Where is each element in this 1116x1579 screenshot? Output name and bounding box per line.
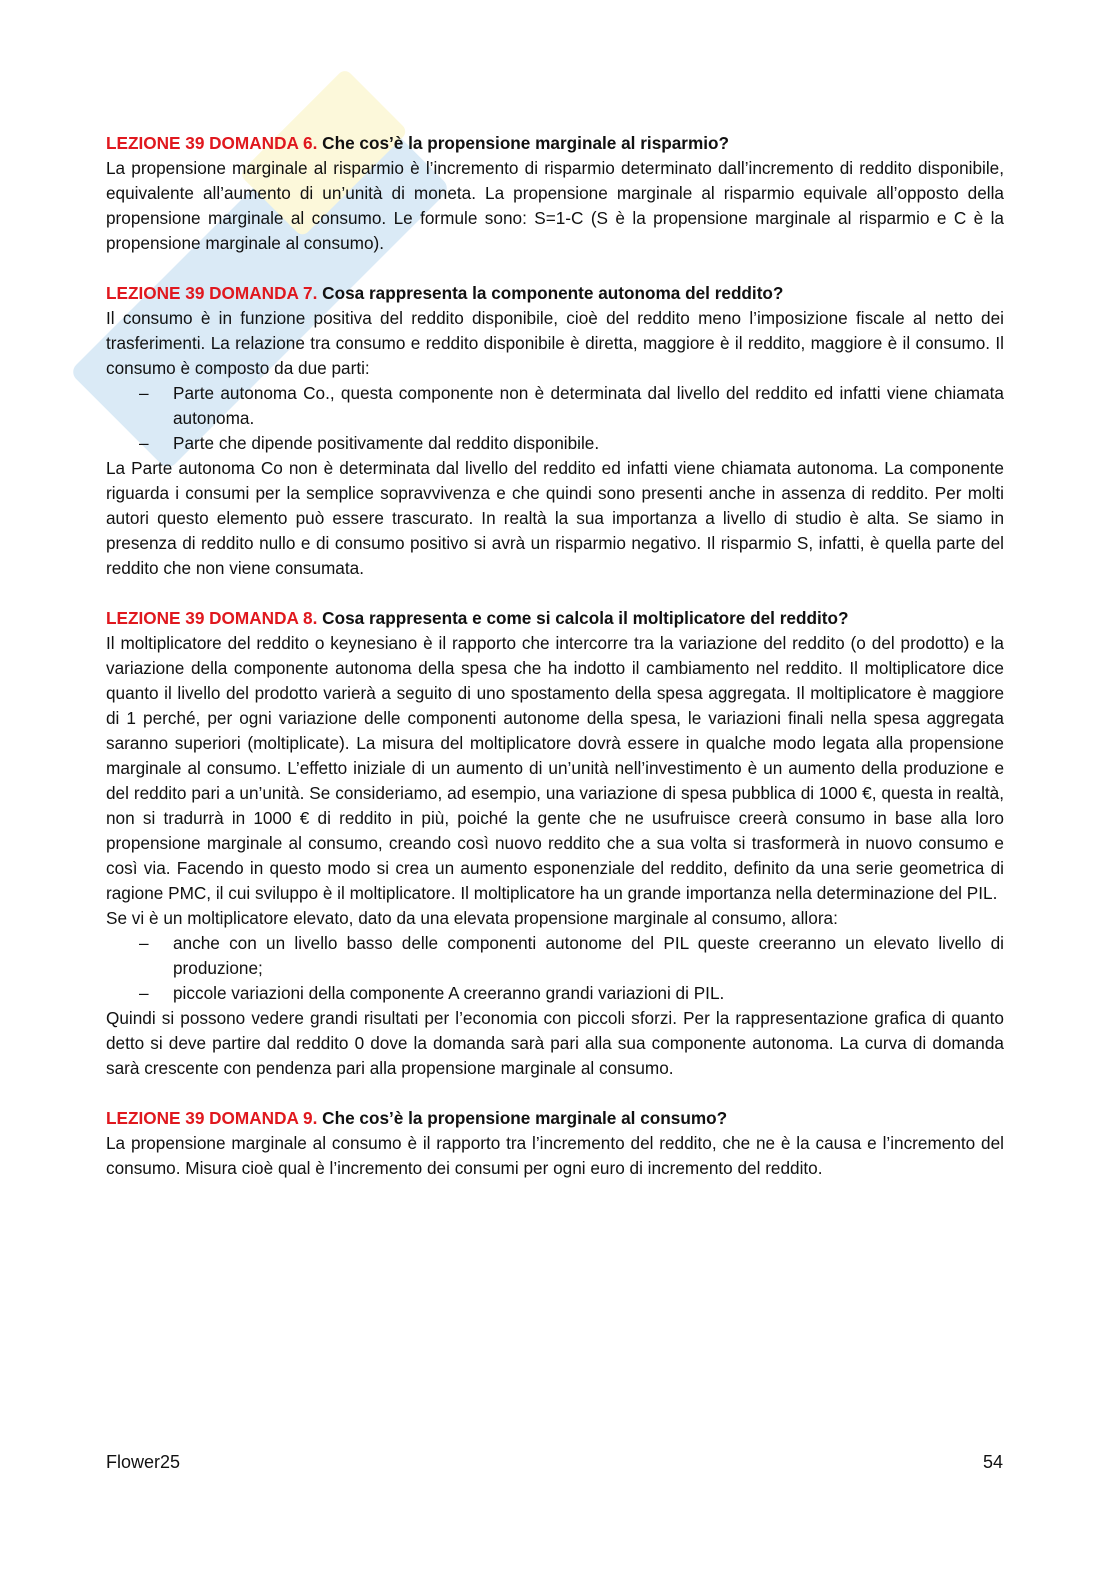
lesson-label: LEZIONE 39 DOMANDA 8. <box>106 608 318 628</box>
list-item: – Parte che dipende positivamente dal reddito disponibile. <box>173 431 1004 456</box>
list-item: – Parte autonoma Co., questa componente non è determinata dal livello del reddito ed infatti viene chiamata autonoma. <box>173 381 1004 431</box>
answer-paragraph: Quindi si possono vedere grandi risultati per l’economia con piccoli sforzi. Per la rappresentazione grafica di quanto detto si deve partire dal reddito 0 dove la domanda sarà pari alla sua componente autonoma. La curva di domanda sarà crescente con pendenza pari alla propensione marginale al consumo. <box>106 1008 1004 1078</box>
answer-paragraph: Il consumo è in funzione positiva del reddito disponibile, cioè del reddito meno l’imposizione fiscale al netto dei trasferimenti. La relazione tra consumo e reddito disponibile è diretta, maggiore è il reddito, maggiore è il consumo. Il consumo è composto da due parti: <box>106 308 1004 378</box>
question-heading <box>106 606 1004 631</box>
question-title: Che cos’è la propensione marginale al consumo? <box>322 1108 728 1128</box>
question-title: Cosa rappresenta la componente autonoma del reddito? <box>322 283 784 303</box>
question-title: Cosa rappresenta e come si calcola il moltiplicatore del reddito? <box>322 608 849 628</box>
question-heading <box>106 281 1004 306</box>
lesson-label: LEZIONE 39 DOMANDA 9. <box>106 1108 318 1128</box>
document-body <box>106 131 1004 1206</box>
footer-page-number: 54 <box>982 1452 1003 1472</box>
question-section-9 <box>106 1106 1004 1181</box>
question-heading <box>106 131 1004 156</box>
question-title: Che cos’è la propensione marginale al risparmio? <box>322 133 730 153</box>
lesson-label: LEZIONE 39 DOMANDA 7. <box>106 283 318 303</box>
list-item: – piccole variazioni della componente A creeranno grandi variazioni di PIL. <box>173 981 1004 1006</box>
bullet-list <box>106 931 1004 1006</box>
question-section-6 <box>106 131 1004 256</box>
answer-paragraph: La Parte autonoma Co non è determinata dal livello del reddito ed infatti viene chiamata autonoma. La componente riguarda i consumi per la semplice sopravvivenza e che quindi sono presenti anche in assenza di reddito. Per molti autori questo elemento può essere trascurato. In realtà la sua importanza a livello di studio è alta. Se siamo in presenza di reddito nullo e di consumo positivo si avrà un risparmio negativo. Il risparmio S, infatti, è quella parte del reddito che non viene consumata. <box>106 458 1004 578</box>
question-section-8 <box>106 606 1004 1081</box>
answer-paragraph: Il moltiplicatore del reddito o keynesiano è il rapporto che intercorre tra la variazione del reddito (o del prodotto) e la variazione della componente autonoma della spesa che ha indotto il cambiamento nel reddito. Il moltiplicatore dice quanto il livello del prodotto varierà a seguito di uno spostamento della spesa aggregata. Il moltiplicatore è maggiore di 1 perché, per ogni variazione delle componenti autonome della spesa, le variazioni finali nella spesa aggregata saranno superiori (moltiplicate). La misura del moltiplicatore dovrà essere in qualche modo legata alla propensione marginale al consumo. L’effetto iniziale di un aumento di un’unità nell’investimento è un aumento della produzione e del reddito pari a un’unità. Se consideriamo, ad esempio, una variazione di spesa pubblica di 1000 €, questa in realtà, non si tradurrà in 1000 € di reddito in più, poiché la gente che ne usufruisce creerà consumo in base alla loro propensione marginale al consumo, creando così nuovo reddito che a sua volta si trasformerà in nuovo consumo e così via. Facendo in questo modo si crea un aumento esponenziale del reddito, definito da una serie geometrica di ragione PMC, il cui sviluppo è il moltiplicatore. Il moltiplicatore ha un grande importanza nella determinazione del PIL. <box>106 633 1004 903</box>
question-section-7 <box>106 281 1004 581</box>
answer-paragraph: Se vi è un moltiplicatore elevato, dato da una elevata propensione marginale al consumo, allora: <box>106 908 838 928</box>
answer-paragraph: La propensione marginale al consumo è il rapporto tra l’incremento del reddito, che ne è la causa e l’incremento del consumo. Misura cioè qual è l’incremento dei consumi per ogni euro di incremento del reddito. <box>106 1133 1004 1178</box>
answer-paragraph: La propensione marginale al risparmio è l’incremento di risparmio determinato dall’incremento di reddito disponibile, equivalente all’aumento di un’unità di moneta. La propensione marginale al risparmio equivale all’opposto della propensione marginale al consumo. Le formule sono: S=1-C (S è la propensione marginale al risparmio e C è la propensione marginale al consumo). <box>106 158 1004 253</box>
question-heading <box>106 1106 1004 1131</box>
bullet-list <box>106 381 1004 456</box>
list-item: – anche con un livello basso delle componenti autonome del PIL queste creeranno un elevato livello di produzione; <box>173 931 1004 981</box>
footer-author: Flower25 <box>106 1452 181 1472</box>
lesson-label: LEZIONE 39 DOMANDA 6. <box>106 133 318 153</box>
